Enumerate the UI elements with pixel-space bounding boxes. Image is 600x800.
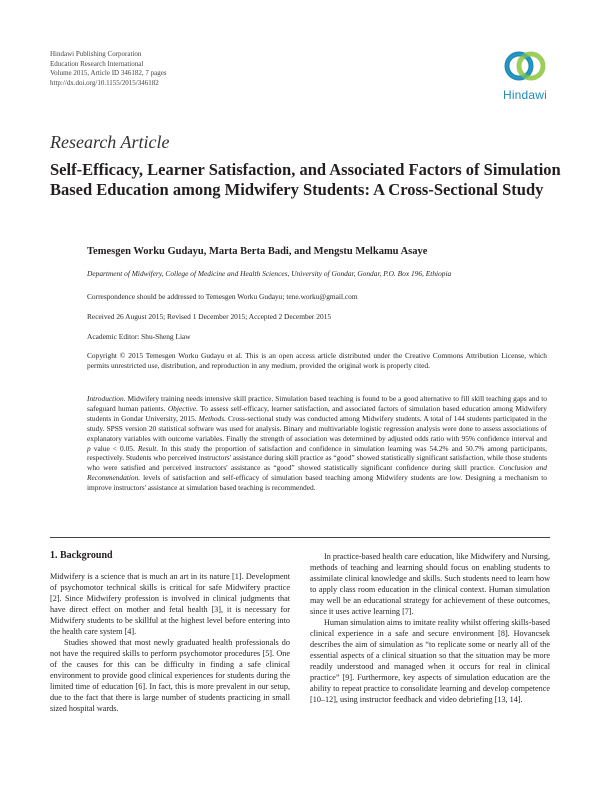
journal-meta (50, 50, 167, 88)
correspondence: Correspondence should be addressed to Temesgen Worku Gudayu; tene.worku@gmail.com (87, 292, 358, 301)
abstract-conclusion-text: levels of satisfaction and self-efficacy of simulation based teaching among Midwifery students are low. Designing a mechanism to improve instructors' assistance at simulation based teaching is recommended. (87, 473, 547, 493)
doi-link[interactable]: http://dx.doi.org/10.1155/2015/346182 (50, 78, 159, 87)
body-paragraph: Studies showed that most newly graduated health professionals do not have the required skills to perform psychomotor procedures [5]. One of the causes for this can be difficulty in finding a safe clinical environment to provide good clinical experiences for students during the limited time of education [6]. In fact, this is more prevalent in our setup, due to the fact that there is large number of students practicing in small sized hospital wards. (50, 638, 290, 713)
abstract-p-text: value < 0.05. (90, 443, 138, 453)
section-divider (50, 537, 550, 538)
abstract-intro-text: Midwifery training needs intensive skill practice. Simulation based teaching is found to be a good alternative to fill skill teaching gaps and to safeguard human patients. (87, 394, 547, 413)
abstract-intro-label: Introduction. (87, 394, 126, 403)
abstract-objective-label: Objective. (167, 403, 199, 413)
hindawi-rings-icon (501, 46, 549, 88)
abstract-methods-text: Cross-sectional study was conducted among Midwifery students. A total of 144 students participated in the study. SPSS version 20 statistical software was used for analysis. Binary and multivariable logistic regression analysis were done to assess associations of explanatory variables with outcome variables. Finally the strength of association was determined by adjusted odds ratio with 95% confidence interval and (87, 413, 547, 443)
body-paragraph: Human simulation aims to imitate reality whilst offering skills-based clinical experience in a safe and secure environment [8]. Hovancsek describes the aim of simulation as “to replicate some or nearly all of the essential aspects of a clinical situation so that the situation may be more readily understood and managed when it occurs for real in clinical practice” [9]. Furthermore, key aspects of simulation education are the ability to repeat practice to consolidate learning and develop competence [10–12], using instructor feedback and video debriefing [13, 14]. (310, 618, 550, 704)
abstract (87, 394, 547, 493)
body-paragraph: Midwifery is a science that is much an art in its nature [1]. Development of psychomotor technical skills is critical for safe Midwifery practice [2]. Since Midwifery profession is involved in clinical judgments that have direct effect on mother and fetal health [3], it is necessary for Midwifery students to be skillful at the highest level before entering into the health care system [4]. (50, 572, 290, 636)
body-paragraph: In practice-based health care education, like Midwifery and Nursing, methods of teaching and learning should focus on enabling students to assimilate clinical knowledge and skills. Such students need to learn how to apply class room education in the clinical context. Human simulation may well be an educational strategy for achievement of these outcomes, since it uses active learning [7]. (310, 552, 550, 616)
author-list: Temesgen Worku Gudayu, Marta Berta Badi, and Mengstu Melkamu Asaye (87, 246, 428, 257)
abstract-result-label: Result. (137, 443, 159, 453)
abstract-objective-text: To assess self-efficacy, learner satisfaction, and associated factors of simulation based education among Midwifery students in Gondar University, 2015. (87, 403, 548, 423)
affiliation: Department of Midwifery, College of Medicine and Health Sciences, University of Gondar, Gondar, P.O. Box 196, Ethiopia (87, 269, 452, 278)
copyright-notice: Copyright © 2015 Temesgen Worku Gudayu et al. This is an open access article distributed under the Creative Commons Attribution License, which permits unrestricted use, distribution, and reproduction in any medium, provided the original work is properly cited. (87, 351, 547, 370)
academic-editor: Academic Editor: Shu-Sheng Liaw (87, 332, 191, 341)
article-type: Research Article (50, 132, 170, 152)
abstract-methods-label: Methods. (198, 413, 226, 423)
section-heading: 1. Background (50, 550, 113, 561)
journal-name: Education Research International (50, 59, 144, 68)
left-column (50, 571, 290, 714)
volume-info: Volume 2015, Article ID 346182, 7 pages (50, 69, 167, 77)
abstract-p-symbol: p (87, 443, 91, 453)
abstract-conclusion-label: Conclusion and Recommendation. (87, 463, 547, 483)
hindawi-logo (495, 46, 555, 106)
right-column (310, 551, 550, 705)
abstract-result-text: In this study the proportion of satisfaction and confidence in simulation learning was 54.2% and 50.7% among participants, respectively. Students who perceived instructors' assistance during skill practice as “good” showed statistically significant satisfaction, while those students who were satisfied and perceived instructors' assistance as “good” showed statistically significant confidence during skill practice. (87, 443, 547, 473)
logo-text: Hindawi (502, 88, 548, 102)
article-title: Self-Efficacy, Learner Satisfaction, and Associated Factors of Simulation Based Education among Midwifery Students: A Cross-Sectional Study (50, 160, 561, 199)
history-dates: Received 26 August 2015; Revised 1 December 2015; Accepted 2 December 2015 (87, 312, 332, 321)
publisher: Hindawi Publishing Corporation (50, 50, 142, 58)
